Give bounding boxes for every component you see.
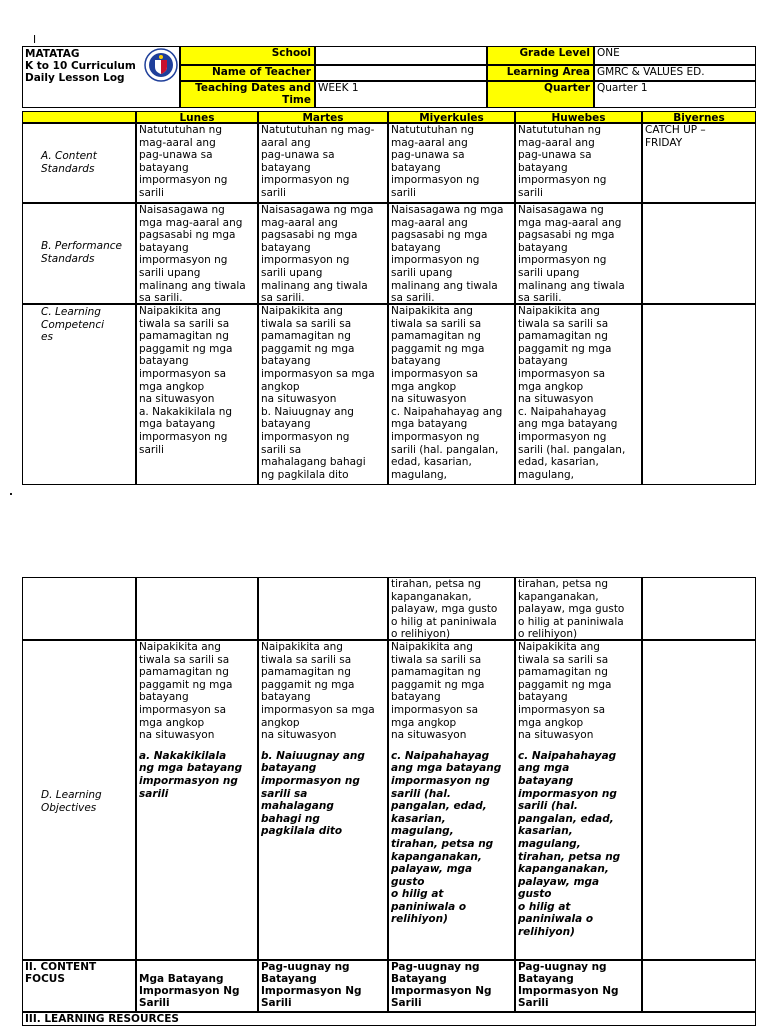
learning-objectives-lunes — [136, 640, 258, 960]
day-header-huwebes: Huwebes — [515, 111, 642, 123]
objective-target: c. Naipahahayag ang mga batayang impormasyon ng sarili (hal. pangalan, edad, kasarian, magulang, tirahan, petsa ng kapanganakan, palayaw, mga gusto o hilig at paniniwala o relihiyon) — [518, 749, 621, 939]
teacher-value — [315, 65, 487, 81]
learning-objectives-huwebes — [515, 640, 642, 960]
content-focus-label: II. CONTENT FOCUS — [22, 960, 136, 1012]
objective-target: c. Naipahahayag ang mga batayang impormasyon ng sarili (hal. pangalan, edad, kasarian, magulang, tirahan, petsa ng kapanganakan, palayaw, mga gusto o hilig at paniniwala o relihiyon) — [391, 749, 502, 926]
dates-value: WEEK 1 — [315, 81, 487, 108]
learning-objectives-martes — [258, 640, 388, 960]
content-focus-biyernes — [642, 960, 756, 1012]
school-value — [315, 46, 487, 65]
learning-competencies-lunes: Naipakikita ang tiwala sa sarili sa pamamagitan ng paggamit ng mga batayang impormasyon sa mga angkop na situwasyon a. Nakakikilala ng mga batayang impormasyon ng sarili — [136, 304, 258, 485]
learning-area-value: GMRC & VALUES ED. — [594, 65, 756, 81]
learning-resources-heading: III. LEARNING RESOURCES — [22, 1012, 756, 1026]
performance-standards-huwebes: Naisasagawa ng mga mag-aaral ang pagsasabi ng mga batayang impormasyon ng sarili upang malinang ang tiwala sa sarili. — [515, 203, 642, 304]
performance-standards-miyerkules: Naisasagawa ng mga mag-aaral ang pagsasabi ng mga batayang impormasyon ng sarili upang malinang ang tiwala sa sarili. — [388, 203, 515, 304]
content-focus-lunes: Mga Batayang Impormasyon Ng Sarili — [136, 960, 258, 1012]
content-focus-miyerkules: Pag-uugnay ng Batayang Impormasyon Ng Sarili — [388, 960, 515, 1012]
content-focus-martes: Pag-uugnay ng Batayang Impormasyon Ng Sarili — [258, 960, 388, 1012]
learning-objectives-biyernes — [642, 640, 756, 960]
content-standards-miyerkules: Natututuhan ng mag-aaral ang pag-unawa sa batayang impormasyon ng sarili — [388, 123, 515, 203]
grade-level-label: Grade Level — [487, 46, 594, 65]
objective-target: b. Naiuugnay ang batayang impormasyon ng sarili sa mahalagang bahagi ng pagkilala dito — [261, 749, 365, 838]
competencies-continued-biyernes — [642, 577, 756, 640]
day-header-biyernes: Biyernes — [642, 111, 756, 123]
page-bullet-mark: . — [9, 486, 13, 498]
learning-competencies-huwebes: Naipakikita ang tiwala sa sarili sa pamamagitan ng paggamit ng mga batayang impormasyon sa mga angkop na situwasyon c. Naipahahayag ang mga batayang impormasyon ng sarili (hal. pangalan, edad, kasarian, magulang, — [515, 304, 642, 485]
performance-standards-biyernes — [642, 203, 756, 304]
learning-objectives-miyerkules — [388, 640, 515, 960]
learning-objectives-label: D. Learning Objectives — [41, 789, 102, 814]
performance-standards-label: B. Performance Standards — [41, 240, 122, 265]
competencies-continued-huwebes: tirahan, petsa ng kapanganakan, palayaw, mga gusto o hilig at paniniwala o relihiyon) — [515, 577, 642, 640]
deped-seal-logo — [144, 48, 178, 82]
content-focus-huwebes: Pag-uugnay ng Batayang Impormasyon Ng Sarili — [515, 960, 642, 1012]
continuation-label-blank — [22, 577, 136, 640]
objective-intro: Naipakikita ang tiwala sa sarili sa pamamagitan ng paggamit ng mga batayang impormasyon sa mga angkop na situwasyon — [139, 641, 233, 742]
page-top-mark: I — [33, 34, 37, 46]
content-standards-martes: Natututuhan ng mag- aaral ang pag-unawa sa batayang impormasyon ng sarili — [258, 123, 388, 203]
learning-competencies-martes: Naipakikita ang tiwala sa sarili sa pamamagitan ng paggamit ng mga batayang impormasyon sa mga angkop na situwasyon b. Naiuugnay ang batayang impormasyon ng sarili sa mahalagang bahagi ng pagkilala dito — [258, 304, 388, 485]
objective-intro: Naipakikita ang tiwala sa sarili sa pamamagitan ng paggamit ng mga batayang impormasyon sa mga angkop na situwasyon — [391, 641, 485, 742]
content-standards-label: A. Content Standards — [41, 150, 97, 175]
content-standards-biyernes: CATCH UP – FRIDAY — [642, 123, 756, 203]
content-standards-lunes: Natututuhan ng mag-aaral ang pag-unawa sa batayang impormasyon ng sarili — [136, 123, 258, 203]
objective-target: a. Nakakikilala ng mga batayang impormasyon ng sarili — [139, 749, 243, 800]
day-header-martes: Martes — [258, 111, 388, 123]
title-line-1: MATATAG — [25, 48, 80, 60]
school-label: School — [180, 46, 315, 65]
competencies-continued-martes — [258, 577, 388, 640]
title-line-2: K to 10 Curriculum — [25, 60, 136, 72]
row-label-performance-standards — [22, 203, 136, 304]
performance-standards-martes: Naisasagawa ng mga mag-aaral ang pagsasabi ng mga batayang impormasyon ng sarili upang malinang ang tiwala sa sarili. — [258, 203, 388, 304]
learning-competencies-label: C. Learning Competenci es — [41, 306, 105, 344]
day-header-lunes: Lunes — [136, 111, 258, 123]
learning-competencies-miyerkules: Naipakikita ang tiwala sa sarili sa pamamagitan ng paggamit ng mga batayang impormasyon sa mga angkop na situwasyon c. Naipahahayag ang mga batayang impormasyon ng sarili (hal. pangalan, edad, kasarian, magulang, — [388, 304, 515, 485]
teacher-label: Name of Teacher — [180, 65, 315, 81]
competencies-continued-miyerkules: tirahan, petsa ng kapanganakan, palayaw, mga gusto o hilig at paniniwala o relihiyon) — [388, 577, 515, 640]
learning-competencies-biyernes — [642, 304, 756, 485]
row-label-content-standards — [22, 123, 136, 203]
performance-standards-lunes: Naisasagawa ng mga mag-aaral ang pagsasabi ng mga batayang impormasyon ng sarili upang malinang ang tiwala sa sarili. — [136, 203, 258, 304]
learning-area-label: Learning Area — [487, 65, 594, 81]
day-header-miyerkules: Miyerkules — [388, 111, 515, 123]
objective-intro: Naipakikita ang tiwala sa sarili sa pamamagitan ng paggamit ng mga batayang impormasyon sa mga angkop na situwasyon — [261, 641, 375, 742]
row-label-learning-competencies — [22, 304, 136, 485]
quarter-label: Quarter — [487, 81, 594, 108]
quarter-value: Quarter 1 — [594, 81, 756, 108]
day-header-blank — [22, 111, 136, 123]
title-line-3: Daily Lesson Log — [25, 72, 125, 84]
dates-label: Teaching Dates and Time — [180, 81, 315, 108]
objective-intro: Naipakikita ang tiwala sa sarili sa pamamagitan ng paggamit ng mga batayang impormasyon sa mga angkop na situwasyon — [518, 641, 612, 742]
grade-level-value: ONE — [594, 46, 756, 65]
row-label-learning-objectives — [22, 640, 136, 960]
content-standards-huwebes: Natututuhan ng mag-aaral ang pag-unawa sa batayang impormasyon ng sarili — [515, 123, 642, 203]
competencies-continued-lunes — [136, 577, 258, 640]
